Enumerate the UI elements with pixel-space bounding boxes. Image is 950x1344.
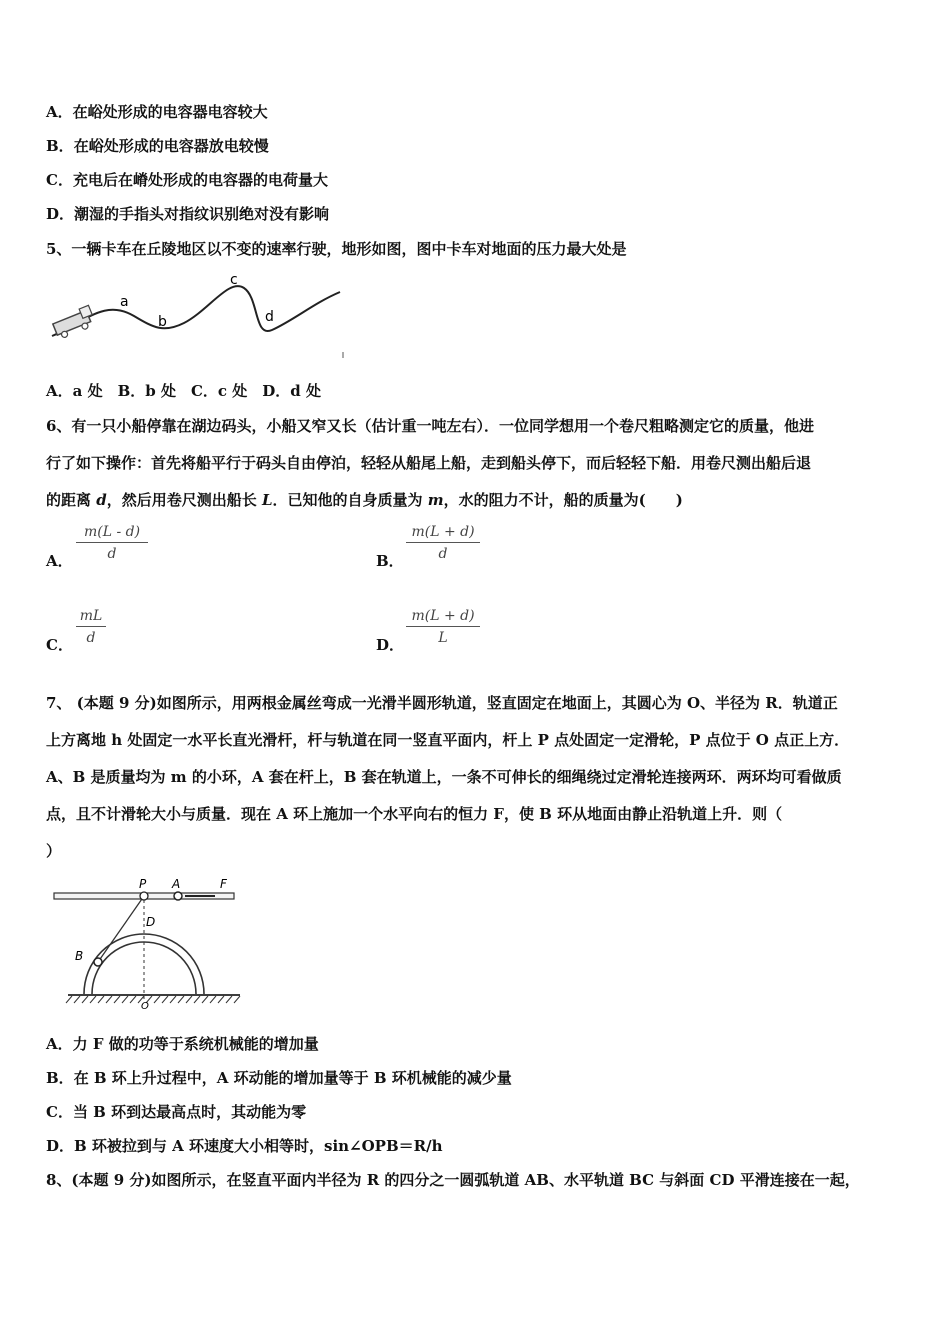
q7-option-d: D．B 环被拉到与 A 环速度大小相等时，sin∠OPB＝R/h xyxy=(46,1137,443,1155)
q6-option-a-fraction: $\frac{m(L - d)}{d}$ xyxy=(76,522,148,565)
ring-a xyxy=(174,892,182,900)
q7-stem-line1: 7、 (本题 9 分)如图所示，用两根金属丝弯成一光滑半圆形轨道，竖直固定在地面上，其圆心为 O、半径为 R．轨道正 xyxy=(46,694,838,712)
q7-option-c: C．当 B 环到达最高点时，其动能为零 xyxy=(46,1103,307,1121)
q4-option-b: B．在峪处形成的电容器放电较慢 xyxy=(46,137,269,155)
q7-option-a: A．力 F 做的功等于系统机械能的增加量 xyxy=(46,1035,319,1053)
q6-option-c-fraction: $\frac{mL}{d}$ xyxy=(76,606,106,649)
truck-icon xyxy=(51,305,96,339)
terrain-label-a: a xyxy=(120,294,129,310)
label-d: D xyxy=(146,915,156,929)
q7-stem-line4: 点，且不计滑轮大小与质量．现在 A 环上施加一个水平向右的恒力 F，使 B 环从地面由静止沿轨道上升．则（ xyxy=(46,805,783,823)
label-a: A xyxy=(172,877,181,891)
label-p: P xyxy=(139,877,147,891)
terrain-label-d: d xyxy=(265,309,274,325)
pulley-p xyxy=(140,892,148,900)
ring-b xyxy=(94,958,102,966)
q7-stem-line3: A、B 是质量均为 m 的小环，A 套在杆上，B 套在轨道上，一条不可伸长的细绳绕过定滑轮连接两环．两环均可看做质 xyxy=(46,768,842,786)
terrain-curve xyxy=(52,286,340,336)
q6-option-a-label: A． xyxy=(46,552,73,570)
q6-stem-line3: 的距离 d，然后用卷尺测出船长 L．已知他的自身质量为 m，水的阻力不计，船的质量为( ) xyxy=(46,491,683,509)
terrain-label-b: b xyxy=(158,314,167,330)
q8-stem-line1: 8、(本题 9 分)如图所示，在竖直平面内半径为 R 的四分之一圆弧轨道 AB、水平轨道 BC 与斜面 CD 平滑连接在一起， xyxy=(46,1171,860,1189)
q6-option-d-fraction: $\frac{m(L + d)}{L}$ xyxy=(406,606,480,649)
q7-stem-line2: 上方离地 h 处固定一水平长直光滑杆，杆与轨道在同一竖直平面内，杆上 P 点处固定一定滑轮，P 点位于 O 点正上方． xyxy=(46,731,850,749)
q6-option-b-label: B． xyxy=(376,552,404,570)
q6-option-c-label: C． xyxy=(46,636,73,654)
q7-stem-line5: ） xyxy=(46,842,62,860)
q7-track-figure xyxy=(50,870,250,1010)
q5-terrain-figure xyxy=(44,268,354,363)
q4-option-d: D．潮湿的手指头对指纹识别绝对没有影响 xyxy=(46,205,330,223)
rope-pb xyxy=(98,896,144,962)
label-f: F xyxy=(220,877,227,891)
q4-option-c: C．充电后在嵴处形成的电容器的电荷量大 xyxy=(46,171,328,189)
q4-option-a: A．在峪处形成的电容器电容较大 xyxy=(46,103,268,121)
q6-stem-line1: 6、有一只小船停靠在湖边码头，小船又窄又长（估计重一吨左右）．一位同学想用一个卷尺粗略测定它的质量，他进 xyxy=(46,417,814,435)
terrain-label-c: c xyxy=(230,272,238,288)
q5-stem: 5、一辆卡车在丘陵地区以不变的速率行驶，地形如图，图中卡车对地面的压力最大处是 xyxy=(46,240,627,258)
q6-option-b-fraction: $\frac{m(L + d)}{d}$ xyxy=(406,522,480,565)
label-b: B xyxy=(75,949,84,963)
label-o: O xyxy=(141,1001,149,1010)
q7-option-b: B．在 B 环上升过程中，A 环动能的增加量等于 B 环机械能的减少量 xyxy=(46,1069,512,1087)
q6-stem-line2: 行了如下操作：首先将船平行于码头自由停泊，轻轻从船尾上船，走到船头停下，而后轻轻下船．用卷尺测出船后退 xyxy=(46,454,812,472)
q6-option-d-label: D． xyxy=(376,636,405,654)
q5-options: A．a 处 B．b 处 C．c 处 D．d 处 xyxy=(46,382,321,400)
